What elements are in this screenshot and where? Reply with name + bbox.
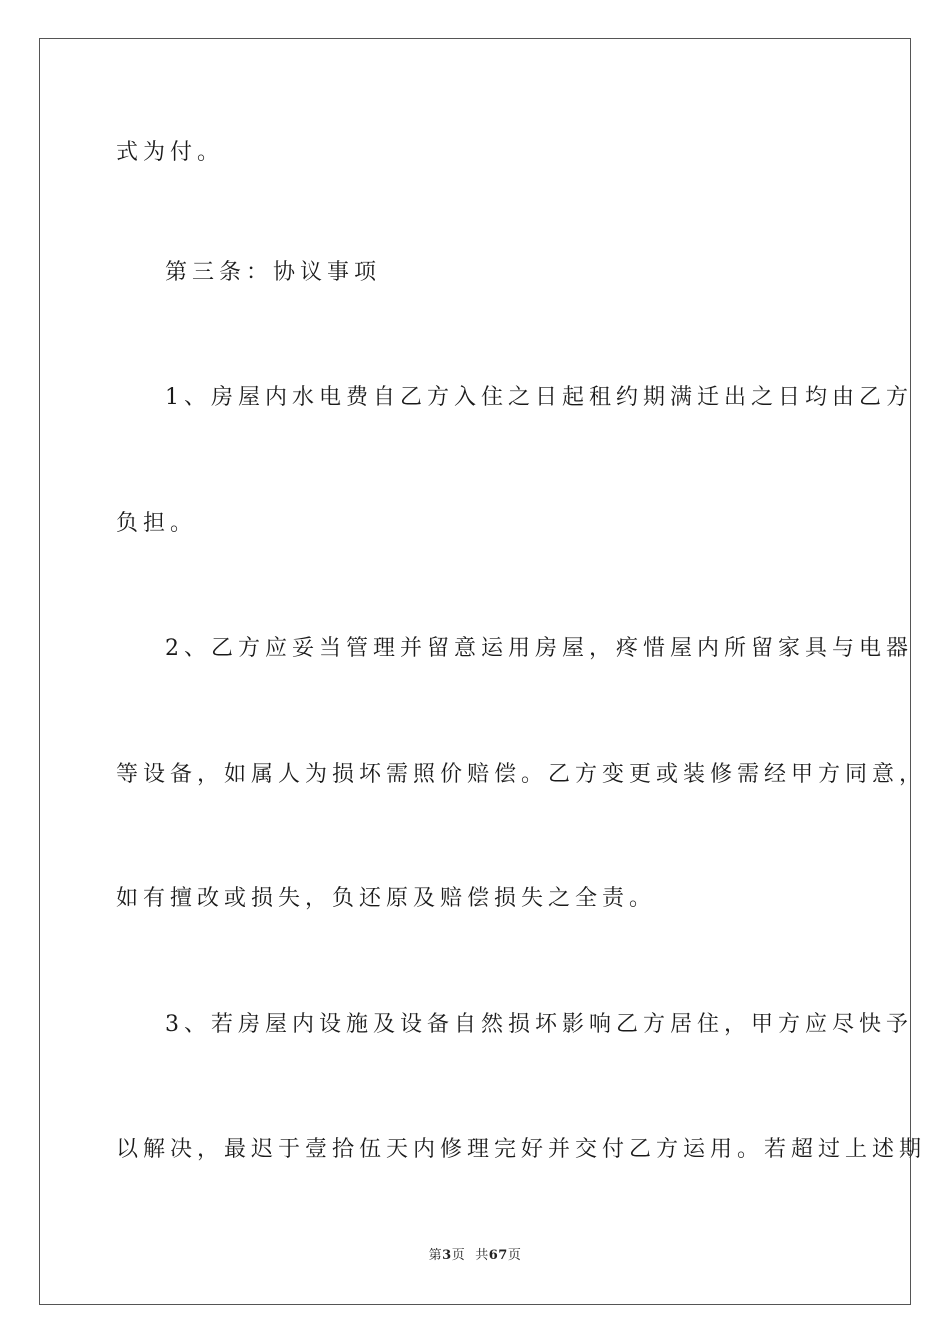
footer-page-number: 3 [442, 1248, 452, 1263]
footer-page-prefix: 第 [428, 1248, 443, 1263]
footer-total-prefix: 共 [475, 1248, 489, 1263]
body-line-8: 3、若房屋内设施及设备自然损坏影响乙方居住，甲方应尽快予 [165, 1012, 913, 1037]
page-footer [0, 1247, 950, 1265]
body-line-5: 2、乙方应妥当管理并留意运用房屋，疼惜屋内所留家具与电器 [165, 636, 913, 661]
body-line-1: 式为付。 [116, 140, 225, 165]
footer-total-pages: 67 [488, 1248, 508, 1263]
body-line-9: 以解决，最迟于壹拾伍天内修理完好并交付乙方运用。若超过上述期 [116, 1137, 927, 1162]
body-line-6: 等设备，如属人为损坏需照价赔偿。乙方变更或装修需经甲方同意， [116, 762, 927, 787]
section-heading: 第三条：协议事项 [165, 260, 382, 285]
body-line-7: 如有擅改或损失，负还原及赔偿损失之全责。 [116, 886, 657, 911]
body-line-4: 负担。 [116, 511, 198, 536]
footer-page-suffix: 页 [451, 1248, 466, 1263]
footer-total-suffix: 页 [507, 1248, 522, 1263]
body-line-3: 1、房屋内水电费自乙方入住之日起租约期满迁出之日均由乙方 [165, 385, 913, 410]
page-border [39, 38, 911, 1305]
